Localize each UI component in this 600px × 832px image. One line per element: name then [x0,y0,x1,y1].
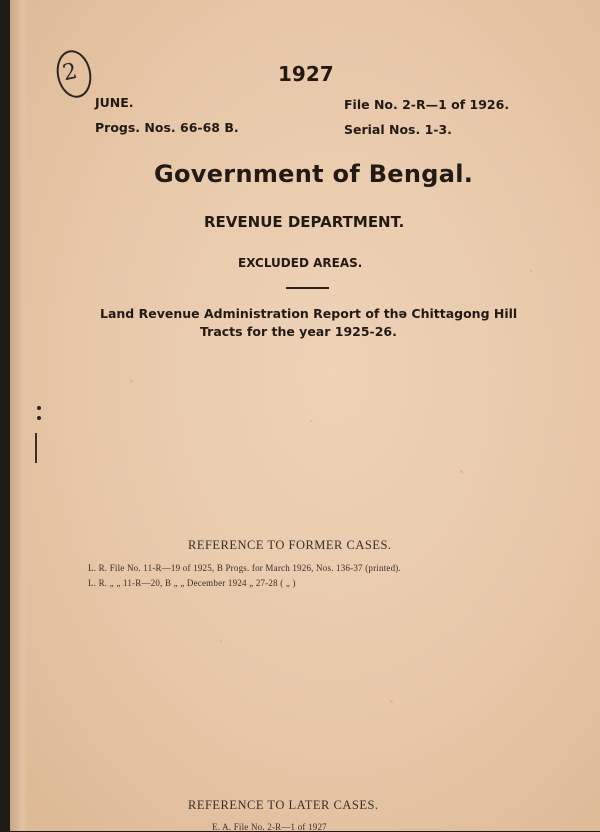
government-title: Government of Bengal. [154,160,474,188]
paper-speck [530,270,532,272]
paper-speck [130,380,133,383]
punch-hole [37,416,41,420]
report-title-line2: Tracts for the year 1925-26. [200,324,397,339]
file-number: File No. 2-R—1 of 1926. [344,97,510,112]
former-case-line-1: L. R. File No. 11-R—19 of 1925, B Progs. for March 1926, Nos. 136-37 (printed). [88,563,401,573]
title-divider [286,287,329,289]
department-title: REVENUE DEPARTMENT. [204,213,405,231]
progs-numbers: Progs. Nos. 66-68 B. [95,120,239,135]
paper-speck [310,420,312,422]
serial-numbers: Serial Nos. 1-3. [344,122,452,137]
paper-speck [390,700,393,703]
binding-mark [35,433,37,463]
page-edge [10,0,28,831]
section-title: EXCLUDED AREAS. [238,256,363,270]
paper-speck [220,640,222,642]
year: 1927 [278,62,334,86]
report-title-line1: Land Revenue Administration Report of thə Chittagong Hill [100,306,518,321]
paper-speck [460,470,463,473]
former-case-line-2: L. R. „ „ 11-R—20, B „ „ December 1924 „ 27-28 ( „ ) [88,578,296,588]
month: JUNE. [95,95,134,110]
later-cases-heading: REFERENCE TO LATER CASES. [188,798,379,812]
circled-number: 2 [60,58,80,87]
later-case-line-1: E. A. File No. 2-R—1 of 1927 [212,822,327,832]
punch-hole [37,406,41,410]
former-cases-heading: REFERENCE TO FORMER CASES. [188,538,392,552]
